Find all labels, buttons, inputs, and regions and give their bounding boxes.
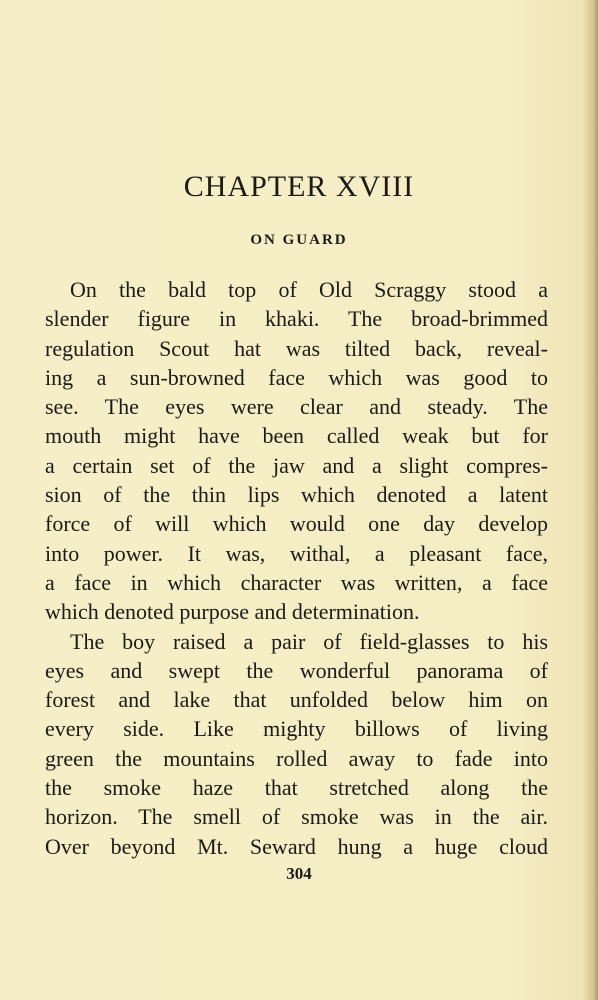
text-line: Over beyond Mt. Seward hung a huge cloud [45, 833, 548, 859]
text-line: sion of the thin lips which denoted a latent [45, 482, 548, 508]
text-line: force of will which would one day develop [45, 511, 548, 537]
body-text [45, 275, 548, 861]
text-line: The boy raised a pair of field-glasses to his [70, 628, 548, 654]
page-edge-shadow [584, 0, 598, 1000]
text-line: slender figure in khaki. The broad-brimmed [45, 306, 548, 332]
text-line: see. The eyes were clear and steady. The [45, 394, 548, 420]
text-line: eyes and swept the wonderful panorama of [45, 657, 548, 683]
text-line: a face in which character was written, a face [45, 569, 548, 595]
page-number: 304 [286, 864, 312, 883]
text-line: the smoke haze that stretched along the [45, 775, 548, 801]
text-line: mouth might have been called weak but for [45, 423, 548, 449]
text-line: green the mountains rolled away to fade into [45, 745, 548, 771]
text-line: every side. Like mighty billows of living [45, 716, 548, 742]
text-line: which denoted purpose and determination. [45, 599, 420, 625]
text-line: forest and lake that unfolded below him on [45, 687, 548, 713]
text-line: horizon. The smell of smoke was in the air. [45, 804, 548, 830]
chapter-subtitle: ON GUARD [250, 232, 348, 248]
text-line: ing a sun-browned face which was good to [45, 364, 548, 390]
text-line: On the bald top of Old Scraggy stood a [70, 277, 548, 302]
text-line: a certain set of the jaw and a slight compres- [45, 452, 548, 478]
chapter-title: CHAPTER XVIII [183, 170, 415, 203]
text-line: regulation Scout hat was tilted back, reveal- [45, 335, 548, 361]
text-line: into power. It was, withal, a pleasant face, [45, 540, 548, 566]
